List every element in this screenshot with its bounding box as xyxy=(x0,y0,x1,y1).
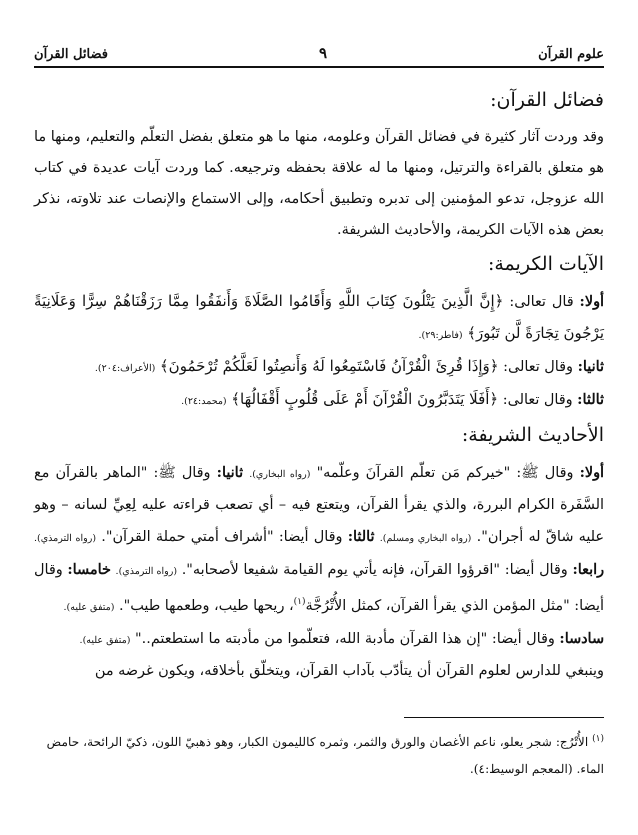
hadith-reference: (متفق عليه). xyxy=(79,634,131,646)
header-book-title: علوم القرآن xyxy=(538,47,604,62)
hadith-label: ثانيا: xyxy=(216,464,244,481)
section-heading-hadiths: الأحاديث الشريفة: xyxy=(461,424,604,446)
hadith-text: وقال أيضا: "أشراف أمتي حملة القرآن". xyxy=(101,529,343,545)
verse-reference: (محمد:٢٤). xyxy=(181,396,227,407)
verse-text: ﴿وَإِذَا قُرِئَ الْقُرْآنُ فَاسْتَمِعُوا لَهُ وَأَنصِتُوا لَعَلَّكُمْ تُرْحَمُونَ﴾ xyxy=(159,357,499,375)
verse-intro: وقال تعالى: xyxy=(502,392,573,408)
hadith-text: ، ريحها طيب، وطعمها طيب". xyxy=(119,597,294,614)
verse-reference: (الأعراف:٢٠٤). xyxy=(94,363,156,374)
verse-label: ثالثا: xyxy=(577,391,604,408)
hadith-text: وقال أيضا: "مثل المؤمن الذي يقرأ القرآن، كمثل الأُتْرُجَّة xyxy=(34,562,604,614)
verse-intro: قال تعالى: xyxy=(509,294,574,310)
hadith-label: أولا: xyxy=(579,464,605,481)
section-heading-verses: الآيات الكريمة: xyxy=(487,253,604,275)
footnote-marker[interactable]: (١) xyxy=(293,597,306,607)
page-body xyxy=(34,86,604,687)
intro-paragraph: وقد وردت آثار كثيرة في فضائل القرآن وعلومه، منها ما هو متعلق بفضل التعلّم والتعليم، ومنها ما هو متعلق بالقراءة والترتيل، ومنها ما له علاقة بحفظه وترجيعه. كما وردت آيات عديدة في كتاب الله عزوجل، تدعو المؤمنين إلى تدبره وتطبيق أحكامه، وإلى الاستماع والإنصات عند تلاوته، نذكر بعض هذه الآيات الكريمة، والأحاديث الشريفة. xyxy=(34,129,604,238)
verse-text: ﴿إِنَّ الَّذِينَ يَتْلُونَ كِتَابَ اللَّهِ وَأَقَامُوا الصَّلَاةَ وَأَنفَقُوا مِمَّا رَزَقْنَاهُمْ سِرًّا وَعَلَانِيَةً يَرْجُونَ تِجَارَةً لَّن تَبُورَ﴾ xyxy=(34,292,604,342)
verse-text: ﴿أَفَلَا يَتَدَبَّرُونَ الْقُرْآنَ أَمْ عَلَى قُلُوبٍ أَقْفَالُهَا﴾ xyxy=(231,390,499,408)
hadith-paragraph xyxy=(34,457,604,623)
hadith-text: وقال أيضا: "اقرؤوا القرآن، فإنه يأتي يوم القيامة شفيعا لأصحابه". xyxy=(181,562,568,578)
section-heading-virtues: فضائل القرآن: xyxy=(490,89,604,111)
hadith-label: ثالثا: xyxy=(347,528,375,545)
verse-intro: وقال تعالى: xyxy=(503,359,573,375)
hadith-label: رابعا: xyxy=(572,561,605,578)
hadith-text: وقال أيضا: "إن هذا القرآن مأدبة الله، فتعلّموا من مأدبته ما استطعتم.." xyxy=(135,630,555,647)
hadith-paragraph xyxy=(34,623,604,656)
verse-item xyxy=(34,286,604,351)
hadith-reference: (متفق عليه). xyxy=(63,601,115,613)
hadith-reference: (رواه الترمذي). xyxy=(115,566,178,577)
hadith-reference: (رواه البخاري ومسلم). xyxy=(379,533,472,544)
hadith-reference: (رواه الترمذي). xyxy=(34,533,97,544)
header-chapter-title: فضائل القرآن xyxy=(34,47,108,62)
footnote-number: (١) xyxy=(592,734,604,744)
hadith-text: وقال ﷺ: "خيركم مَن تعلّم القرآنَ وعلّمه" xyxy=(316,465,574,481)
hadith-label: خامسا: xyxy=(67,561,111,578)
footnote xyxy=(34,726,604,783)
verse-label: ثانيا: xyxy=(577,358,604,375)
page-number: ٩ xyxy=(319,44,328,62)
hadith-label: سادسا: xyxy=(559,629,604,647)
verse-reference: (فاطر:٢٩). xyxy=(418,330,463,341)
closing-paragraph: وينبغي للدارس لعلوم القرآن أن يتأدّب بآداب القرآن، ويتخلّق بأخلاقه، ويكون غرضه من xyxy=(94,662,604,679)
footnote-separator xyxy=(404,717,604,718)
verse-label: أولا: xyxy=(579,293,605,310)
hadith-reference: (رواه البخاري). xyxy=(249,469,311,480)
verse-item xyxy=(34,384,604,417)
footnote-text: الأُتْرُج: شجر يعلو، ناعم الأغصان والورق والثمر، وثمره كالليمون الكبار، وهو ذهبيّ اللون، ذكيّ الرائحة، حامض الماء. (المعجم الوسيط:٤). xyxy=(46,735,604,777)
verse-item xyxy=(34,351,604,384)
hadith-text: وقال ﷺ: "الماهر بالقرآن مع السَّفَرة الكرام البررة، والذي يقرأ القرآن، ويتعتع فيه – أي تصعب قراءته عليه لِعِيِّ لسانه – وهو عليه شاقّ له أجران". xyxy=(34,465,605,545)
running-header xyxy=(34,36,604,68)
